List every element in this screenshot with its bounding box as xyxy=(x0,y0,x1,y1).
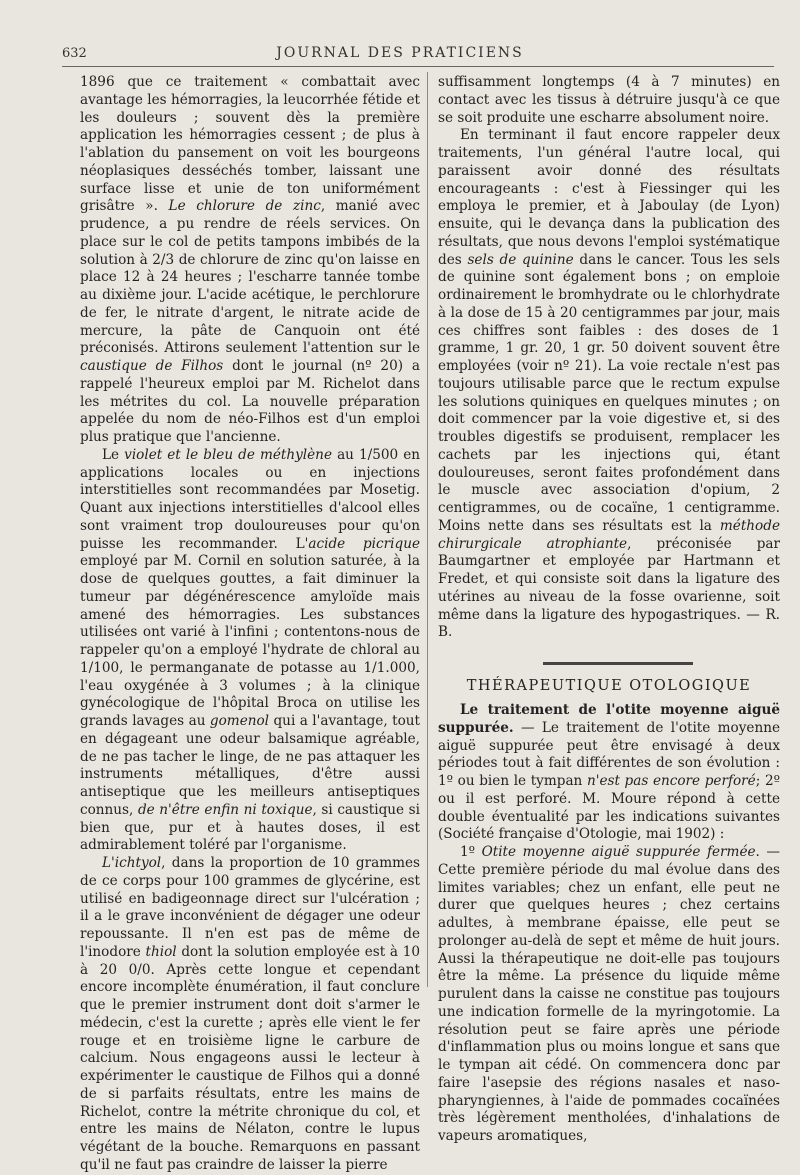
italic-term: L'ichtyol xyxy=(102,855,162,871)
italic-term: thiol xyxy=(145,943,177,960)
italic-term: Otite moyenne aiguë suppurée fermée xyxy=(481,844,756,860)
text-run: , préconisée par Baumgartner et employée par Hartmann et Fredet, et qui consiste soit dans la ligature des utérines au niveau de la fosse ovarienne, soit même dans la ligature des hypogastriques. — R. B. xyxy=(438,535,780,641)
section-divider xyxy=(438,642,780,676)
column-divider xyxy=(427,72,428,987)
text-run: — Le traitement de l'otite moyenne aiguë suppurée peut être envisagé à deux périodes tout à fait différentes de son évolution : 1º ou bien le tympan xyxy=(438,719,780,789)
paragraph-continuation xyxy=(80,74,420,447)
text-run: En terminant il faut encore rappeler deux traitements, l'un général l'autre local, qui paraissent avoir donné des résultats encourageants : c'est à Fiessinger qui les employa le premier, et à Jaboulay (de Lyon) ensuite, qui le devança dans la publication des résultats, que nous devons l'emploi systématique des xyxy=(438,127,780,268)
left-column xyxy=(80,74,420,1175)
text-run: , manié avec prudence, a pu rendre de réels services. On place sur le col de petits tampons imbibés de la solution à 2/3 de chlorure de zinc qu'on laisse en place 12 à 24 heures ; l'escharre tannée tombe au dixième jour. L'acide acétique, le perchlorure de fer, le nitrate d'argent, le nitrate acide de mercure, la pâte de Canquoin ont été préconisés. Attirons seulement l'attention sur le xyxy=(80,198,420,357)
right-column xyxy=(438,74,780,1146)
paragraph xyxy=(80,855,420,1175)
text-run: . — Cette première période du mal évolue dans des limites variables; chez un enfant, elle peut ne durer que quelques heures ; chez certains adultes, à membrane épaisse, elle peut se prolonger au-delà de sept et même de huit jours. Aussi la thérapeutique ne doit-elle pas toujours être la même. La présence du liquide même purulent dans la caisse ne constitue pas toujours une indication formelle de la myringotomie. La résolution peut se faire après une période d'inflammation plus ou moins longue et sans que le tympan ait cédé. On commencera donc par faire l'asepsie des régions nasales et naso-pharyngiennes, à l'aide de pommades cocaïnées très légèrement mentholées, d'inhalations de vapeurs aromatiques, xyxy=(438,844,780,1144)
text-run: Le xyxy=(102,446,120,463)
page-number: 632 xyxy=(62,46,87,61)
article-paragraph xyxy=(438,702,780,844)
text-run: 1896 que ce traitement « combattait avec avantage les hémorragies, la leucorrhée fétide et les douleurs ; souvent dès la première application les hémorragies cessent ; de plus à l'ablation du pansement on voit les bourgeons néoplasiques desséchés tomber, laissant une surface lisse et unie de ton uniformément grisâtre ». xyxy=(80,74,420,215)
text-run: suffisamment longtemps (4 à 7 minutes) en contact avec les tissus à détruire jusqu'à ce que se soit produite une escharre absolument noire. xyxy=(438,74,780,126)
italic-term: violet et le bleu de méthylène xyxy=(124,446,332,463)
page-header xyxy=(0,40,800,66)
italic-term: méthode chirurgicale atrophiante xyxy=(438,517,780,552)
paragraph xyxy=(438,127,780,642)
text-run: dont la solution employée est à 10 à 20 0/0. Après cette longue et cependant encore incomplète énumération, il faut conclure que le premier instrument dont doit s'armer le médecin, c'est la curette ; après elle vient le fer rouge et en troisième ligne le carbure de calcium. Nous engageons aussi le lecteur à expérimenter le caustique de Filhos qui a donné de si parfaits résultats, entre les mains de Richelot, contre la métrite chronique du col, et entre les mains de Nélaton, contre le lupus végétant de la bouche. Remarquons en passant qu'il ne faut pas craindre de laisser la pierre xyxy=(80,943,420,1173)
italic-term: n'est pas encore perforé xyxy=(586,773,756,789)
italic-term: caustique de Filhos xyxy=(80,358,224,374)
section-title: THÉRAPEUTIQUE OTOLOGIQUE xyxy=(466,678,752,694)
paragraph xyxy=(80,447,420,855)
paragraph-continuation xyxy=(438,74,780,127)
italic-term: gomenol xyxy=(209,713,270,729)
italic-term: sels de quinine xyxy=(467,251,574,268)
italic-term: de n'être enfin ni toxique xyxy=(137,801,313,818)
text-run: ; 2º ou il est perforé. M. Moure répond à cette double éventualité par les indications suivantes (Société française d'Otologie, mai 1902) : xyxy=(438,773,780,843)
italic-term: Le chlorure de zinc xyxy=(168,198,321,215)
text-run: , dans la proportion de 10 grammes de ce corps pour 100 grammes de glycérine, est utilisé en badigeonnage direct sur l'ulcération ; il a le grave inconvénient de dégager une odeur repoussante. Il n'en est pas de même de l'inodore xyxy=(80,855,420,960)
text-run: employé par M. Cornil en solution saturée, à la dose de quelques gouttes, a fait diminuer la tumeur par dégénérescence amyloïde mais amené des hémorragies. Les substances utilisées ont varié à l'infini ; contentons-nous de rappeler qu'on a employé l'hydrate de chloral au 1/100, le permanganate de potasse au 1/1.000, l'eau oxygénée à 3 volumes ; à la clinique gynécologique de l'hôpital Broca on utilise les grands lavages au xyxy=(80,553,420,729)
text-run: , si caustique si bien que, pur et à hautes doses, il est admirablement toléré par l'organisme. xyxy=(80,801,420,854)
text-run: 1º xyxy=(460,844,476,860)
running-title: JOURNAL DES PRATICIENS xyxy=(276,45,524,61)
text-run: qui a l'avantage, tout en dégageant une odeur balsamique agréable, de ne pas tacher le linge, de ne pas attaquer les instruments métalliques, d'être aussi antiseptique que les meilleurs antiseptiques connus, xyxy=(80,713,420,818)
italic-term: acide picrique xyxy=(308,535,420,552)
paragraph xyxy=(438,844,780,1146)
text-run: au 1/500 en applications locales ou en injections interstitielles sont recommandées par Mosetig. Quant aux injections interstitielles d'alcool elles sont vraiment trop douloureuses pour qu'on puisse les recommander. L' xyxy=(80,446,421,552)
text-run: dont le journal (nº 20) a rappelé l'heureux emploi par M. Richelot dans les métrites du col. La nouvelle préparation appelée du nom de néo-Filhos est d'un emploi plus pratique que l'ancienne. xyxy=(80,358,420,445)
article-title: Le traitement de l'otite moyenne aiguë suppurée. xyxy=(438,702,780,736)
text-run: dans le cancer. Tous les sels de quinine sont également bons ; on emploie ordinairement le bromhydrate ou le chlorhydrate à la dose de 15 à 20 centigrammes par jour, mais ces chiffres sont faibles : des doses de 1 gramme, 1 gr. 20, 1 gr. 50 doivent souvent être employées (voir nº 21). La voie rectale n'est pas toujours utilisable parce que le rectum expulse les solutions quiniques en quelques minutes ; on doit commencer par la voie digestive et, si des troubles digestifs se produisent, remplacer les cachets par les injections qui, étant douloureuses, seront faites profondément dans le muscle avec association d'opium, 2 centigrammes, ou de cocaïne, 1 centigramme. Moins nette dans ses résultats est la xyxy=(438,251,780,534)
header-rule xyxy=(62,66,774,67)
section-rule xyxy=(543,662,693,665)
